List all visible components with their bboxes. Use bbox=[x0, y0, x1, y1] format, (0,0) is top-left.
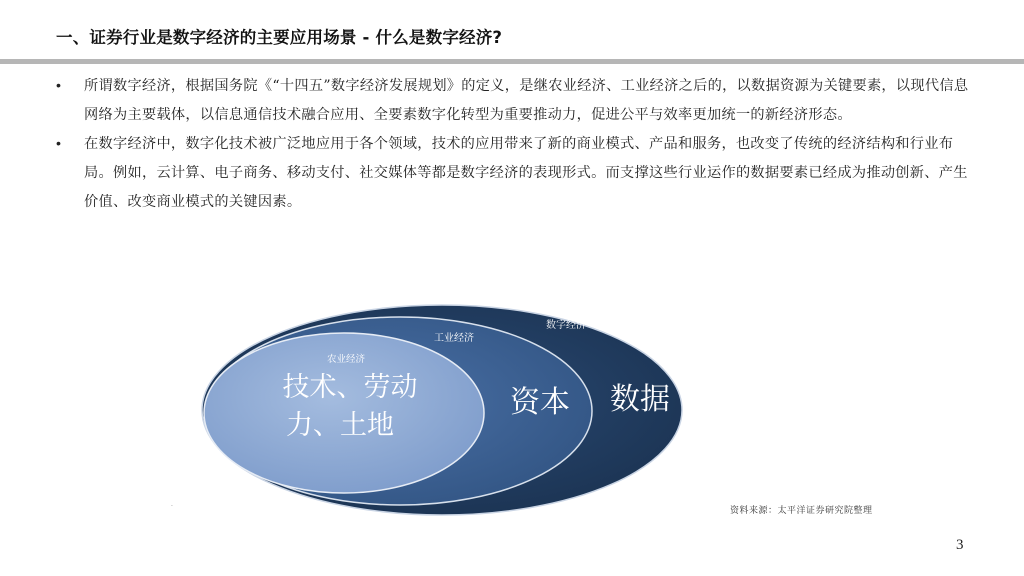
factor-tech-labor-land-line2: 力、土地 bbox=[286, 410, 394, 441]
bullet-text: 在数字经济中，数字化技术被广泛地应用于各个领域，技术的应用带来了新的商业模式、产品和服务，也改变了传统的经济结构和行业布局。例如，云计算、电子商务、移动支付、社交媒体等都是数字经济的表现形式。而支撑这些行业运作的数据要素已经成为推动创新、产生价值、改变商业模式的关键因素。 bbox=[84, 136, 968, 210]
bullet-item bbox=[56, 72, 976, 130]
title-divider bbox=[0, 59, 1024, 64]
factor-capital: 资本 bbox=[510, 385, 570, 420]
page-number: 3 bbox=[956, 537, 964, 553]
bullet-text: 所谓数字经济，根据国务院《“十四五”数字经济发展规划》的定义，是继农业经济、工业经济之后的，以数据资源为关键要素，以现代信息网络为主要载体，以信息通信技术融合应用、全要素数字化转型为重要推动力，促进公平与效率更加统一的新经济形态。 bbox=[84, 78, 969, 123]
economy-nested-ellipses-diagram bbox=[200, 296, 700, 516]
factor-data: 数据 bbox=[610, 382, 670, 417]
industrial-economy-label: 工业经济 bbox=[434, 333, 474, 344]
stray-mark: · bbox=[171, 503, 173, 510]
bullet-list bbox=[56, 72, 976, 217]
slide-title: 一、证券行业是数字经济的主要应用场景 - 什么是数字经济? bbox=[56, 28, 503, 47]
factor-tech-labor-land-line1: 技术、劳动 bbox=[282, 372, 418, 403]
source-note: 资料来源：太平洋证券研究院整理 bbox=[730, 506, 873, 516]
bullet-item bbox=[56, 130, 976, 217]
bullet-marker: • bbox=[56, 78, 62, 94]
bullet-marker: • bbox=[56, 136, 62, 152]
agricultural-economy-label: 农业经济 bbox=[326, 354, 366, 365]
digital-economy-label: 数字经济 bbox=[546, 320, 586, 331]
